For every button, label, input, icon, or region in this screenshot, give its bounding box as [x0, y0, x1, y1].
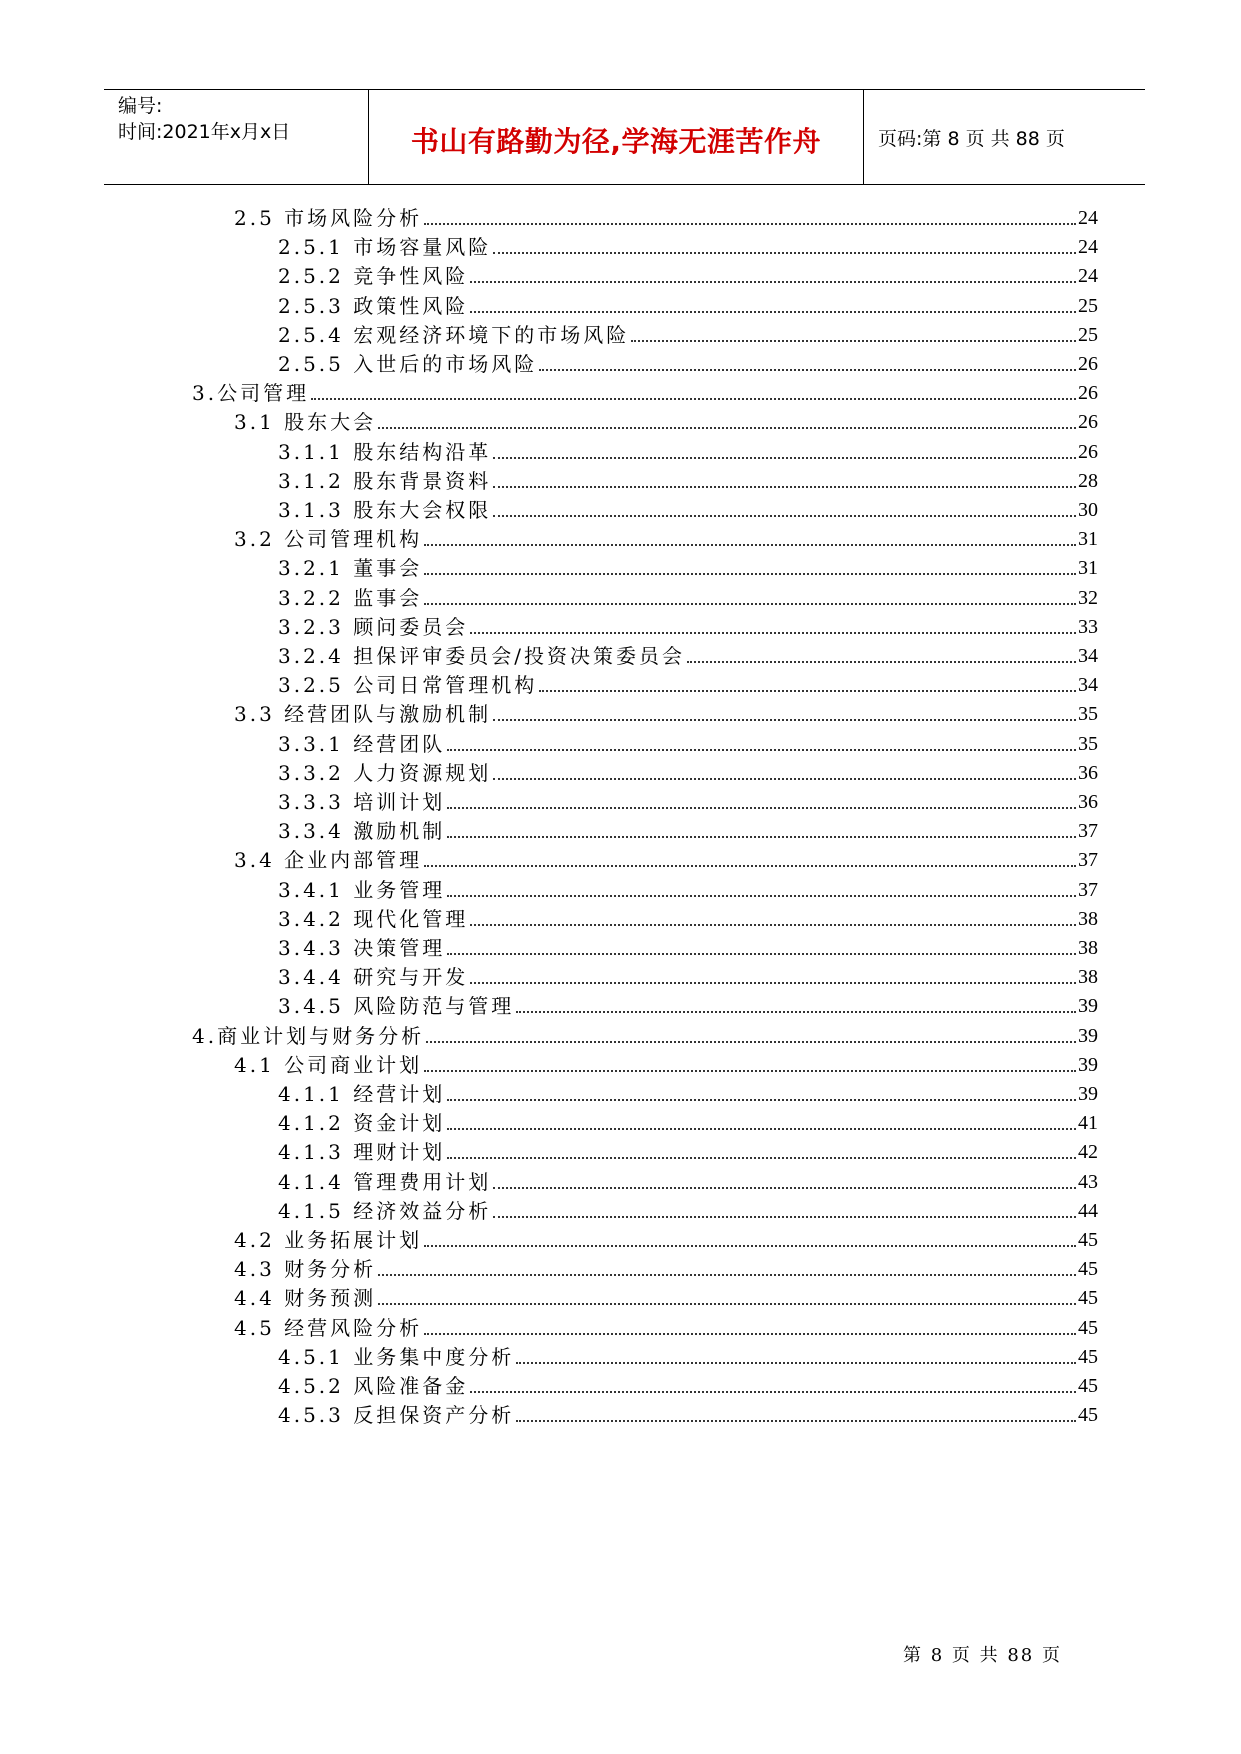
toc-entry-page: 25 [1078, 294, 1098, 317]
toc-entry[interactable] [234, 694, 1098, 726]
toc-entry-page: 42 [1078, 1141, 1098, 1164]
toc-dot-leader [470, 982, 1076, 984]
toc-dot-leader [493, 486, 1076, 488]
toc-entry-title: 4.1.5 经济效益分析 [278, 1198, 492, 1223]
toc-entry-title: 3.2.5 公司日常管理机构 [278, 673, 538, 698]
toc-entry[interactable] [192, 373, 1098, 405]
toc-dot-leader [516, 1420, 1076, 1422]
toc-entry[interactable] [278, 1366, 1098, 1398]
toc-entry[interactable] [278, 256, 1098, 288]
toc-entry-title: 3.1 股东大会 [234, 410, 377, 435]
header-motto: 书山有路勤为径,学海无涯苦作舟 [410, 125, 822, 158]
toc-dot-leader [424, 1245, 1076, 1247]
toc-dot-leader [424, 865, 1076, 867]
toc-entry[interactable] [278, 548, 1098, 580]
toc-entry-title: 2.5.3 政策性风险 [278, 293, 469, 318]
toc-dot-leader [687, 661, 1076, 663]
toc-entry-title: 2.5.5 入世后的市场风险 [278, 352, 538, 376]
toc-entry[interactable] [278, 1191, 1098, 1223]
toc-entry-title: 3.2.2 监事会 [278, 585, 423, 610]
toc-dot-leader [378, 1303, 1076, 1305]
toc-entry-title: 3.3.4 激励机制 [278, 819, 446, 844]
toc-entry-title: 3.3.2 人力资源规划 [278, 760, 492, 785]
toc-entry[interactable] [192, 1016, 1098, 1048]
toc-entry-title: 4.1.4 管理费用计划 [278, 1169, 492, 1194]
toc-entry-title: 3.2.1 董事会 [278, 556, 423, 581]
toc-entry-page: 38 [1078, 907, 1098, 930]
toc-entry[interactable] [234, 840, 1098, 872]
toc-entry-page: 38 [1078, 966, 1098, 989]
toc-entry-page: 37 [1078, 878, 1098, 901]
toc-dot-leader [447, 1157, 1076, 1159]
toc-entry[interactable] [234, 519, 1098, 551]
toc-dot-leader [424, 1333, 1076, 1335]
toc-entry[interactable] [278, 665, 1098, 697]
toc-entry[interactable] [278, 1162, 1098, 1194]
toc-entry-page: 45 [1078, 1229, 1098, 1251]
toc-entry-page: 45 [1078, 1404, 1098, 1427]
toc-entry-title: 4.5.3 反担保资产分析 [278, 1403, 515, 1428]
toc-dot-leader [378, 1274, 1076, 1276]
toc-entry[interactable] [234, 402, 1098, 434]
toc-dot-leader [516, 1362, 1076, 1364]
toc-entry[interactable] [278, 811, 1098, 843]
toc-entry-page: 39 [1078, 1024, 1098, 1047]
toc-entry[interactable] [278, 753, 1098, 785]
toc-dot-leader [424, 573, 1076, 575]
toc-entry-title: 3.4.5 风险防范与管理 [278, 994, 515, 1019]
header-motto-cell [369, 90, 864, 184]
toc-entry-title: 2.5.1 市场容量风险 [278, 235, 492, 260]
toc-entry-page: 32 [1078, 586, 1098, 609]
toc-dot-leader [470, 632, 1076, 634]
toc-entry[interactable] [278, 928, 1098, 960]
toc-entry-title: 3.3 经营团队与激励机制 [234, 702, 492, 727]
toc-entry[interactable] [234, 1220, 1098, 1252]
toc-entry[interactable] [278, 782, 1098, 814]
toc-entry[interactable] [278, 636, 1098, 668]
toc-entry-title: 2.5.2 竞争性风险 [278, 264, 469, 289]
toc-entry-title: 4.1.3 理财计划 [278, 1140, 446, 1165]
document-header [104, 89, 1145, 185]
toc-entry[interactable] [234, 198, 1098, 230]
toc-entry-page: 37 [1078, 849, 1098, 872]
toc-entry-page: 43 [1078, 1170, 1098, 1193]
toc-dot-leader [447, 1099, 1076, 1101]
toc-entry-title: 3.4.2 现代化管理 [278, 906, 469, 931]
toc-entry[interactable] [278, 724, 1098, 756]
toc-dot-leader [493, 1216, 1076, 1218]
toc-dot-leader [447, 836, 1076, 838]
toc-dot-leader [426, 1041, 1076, 1043]
header-meta-cell [104, 90, 369, 184]
toc-entry[interactable] [234, 1045, 1098, 1077]
toc-entry[interactable] [278, 1074, 1098, 1106]
toc-entry-title: 3.1.3 股东大会权限 [278, 498, 492, 522]
toc-entry-title: 2.5 市场风险分析 [234, 206, 423, 230]
toc-entry-page: 31 [1078, 528, 1098, 551]
toc-entry[interactable] [234, 1278, 1098, 1310]
toc-entry-page: 24 [1078, 207, 1098, 229]
toc-entry[interactable] [278, 1337, 1098, 1369]
toc-entry-page: 44 [1078, 1199, 1098, 1222]
toc-entry-page: 38 [1078, 937, 1098, 959]
toc-dot-leader [493, 515, 1076, 517]
toc-entry-title: 4.4 财务预测 [234, 1286, 377, 1311]
toc-entry-page: 35 [1078, 732, 1098, 755]
toc-dot-leader [493, 1187, 1076, 1189]
toc-entry-page: 39 [1078, 1053, 1098, 1076]
toc-entry-page: 45 [1078, 1287, 1098, 1310]
toc-dot-leader [493, 252, 1076, 254]
toc-dot-leader [424, 603, 1076, 605]
toc-dot-leader [311, 398, 1076, 400]
toc-dot-leader [470, 924, 1076, 926]
toc-entry[interactable] [278, 1132, 1098, 1164]
toc-entry-page: 30 [1078, 499, 1098, 521]
toc-entry-title: 3.4.3 决策管理 [278, 936, 446, 960]
toc-dot-leader [470, 281, 1076, 283]
toc-entry-page: 45 [1078, 1375, 1098, 1397]
toc-entry-title: 3.3.3 培训计划 [278, 790, 446, 814]
toc-dot-leader [447, 1128, 1076, 1130]
toc-entry-title: 3.3.1 经营团队 [278, 731, 446, 756]
toc-entry-title: 4.3 财务分析 [234, 1257, 377, 1282]
toc-entry-page: 26 [1078, 382, 1098, 405]
toc-entry-page: 41 [1078, 1112, 1098, 1135]
toc-entry[interactable] [278, 315, 1098, 347]
toc-entry-title: 4.5.2 风险准备金 [278, 1374, 469, 1398]
toc-entry[interactable] [278, 986, 1098, 1018]
toc-entry-title: 3.4 企业内部管理 [234, 848, 423, 873]
toc-entry-title: 3.1.1 股东结构沿革 [278, 439, 492, 464]
toc-entry-title: 4.2 业务拓展计划 [234, 1228, 423, 1252]
toc-entry-page: 34 [1078, 674, 1098, 697]
toc-dot-leader [539, 690, 1076, 692]
toc-entry[interactable] [278, 461, 1098, 493]
toc-dot-leader [493, 719, 1076, 721]
header-page-info: 页码:第 8 页 共 88 页 [878, 128, 1065, 150]
toc-entry-page: 24 [1078, 265, 1098, 288]
toc-entry-title: 3.4.1 业务管理 [278, 877, 446, 902]
toc-entry-title: 4.商业计划与财务分析 [192, 1023, 425, 1048]
toc-entry-page: 28 [1078, 469, 1098, 492]
toc-entry[interactable] [278, 1395, 1098, 1427]
toc-dot-leader [493, 457, 1076, 459]
toc-entry-page: 36 [1078, 791, 1098, 813]
toc-entry[interactable] [278, 957, 1098, 989]
toc-entry-page: 34 [1078, 645, 1098, 667]
toc-entry-title: 4.1.2 资金计划 [278, 1111, 446, 1136]
toc-entry[interactable] [278, 1103, 1098, 1135]
toc-entry-title: 3.4.4 研究与开发 [278, 965, 469, 990]
footer-page-number: 第 8 页 共 88 页 [903, 1645, 1062, 1666]
toc-dot-leader [424, 1070, 1076, 1072]
document-number-label: 编号: [118, 95, 163, 117]
toc-dot-leader [470, 311, 1076, 313]
toc-entry-page: 25 [1078, 323, 1098, 346]
toc-entry[interactable] [278, 899, 1098, 931]
toc-entry[interactable] [278, 344, 1098, 376]
toc-entry-title: 4.1 公司商业计划 [234, 1052, 423, 1077]
toc-entry[interactable] [234, 1249, 1098, 1281]
toc-entry-page: 33 [1078, 615, 1098, 638]
toc-dot-leader [378, 427, 1076, 429]
toc-entry-title: 4.1.1 经营计划 [278, 1082, 446, 1106]
toc-entry-page: 35 [1078, 703, 1098, 726]
toc-entry[interactable] [278, 286, 1098, 318]
toc-entry-title: 4.5.1 业务集中度分析 [278, 1344, 515, 1369]
toc-dot-leader [493, 778, 1076, 780]
toc-entry-page: 37 [1078, 820, 1098, 843]
toc-entry-title: 2.5.4 宏观经济环境下的市场风险 [278, 322, 630, 347]
toc-entry-page: 45 [1078, 1258, 1098, 1281]
toc-entry-page: 26 [1078, 411, 1098, 434]
toc-dot-leader [470, 1391, 1076, 1393]
toc-entry[interactable] [234, 1308, 1098, 1340]
toc-dot-leader [447, 953, 1076, 955]
header-page-cell [864, 90, 1145, 184]
toc-entry-page: 45 [1078, 1316, 1098, 1339]
toc-entry-title: 4.5 经营风险分析 [234, 1315, 423, 1340]
toc-entry-title: 3.2 公司管理机构 [234, 527, 423, 552]
toc-entry[interactable] [278, 607, 1098, 639]
toc-entry[interactable] [278, 490, 1098, 522]
toc-entry-page: 36 [1078, 761, 1098, 784]
toc-entry-title: 3.2.3 顾问委员会 [278, 614, 469, 639]
toc-entry-title: 3.公司管理 [192, 381, 310, 406]
toc-entry[interactable] [278, 578, 1098, 610]
toc-entry-page: 45 [1078, 1345, 1098, 1368]
toc-dot-leader [447, 749, 1076, 751]
toc-entry[interactable] [278, 227, 1098, 259]
toc-dot-leader [447, 807, 1076, 809]
toc-entry-title: 3.2.4 担保评审委员会/投资决策委员会 [278, 644, 685, 668]
toc-entry-page: 39 [1078, 995, 1098, 1018]
toc-entry-page: 24 [1078, 236, 1098, 259]
toc-dot-leader [631, 340, 1076, 342]
document-date-label: 时间:2021年x月x日 [118, 121, 291, 143]
toc-entry-page: 39 [1078, 1083, 1098, 1105]
toc-entry-page: 26 [1078, 440, 1098, 463]
toc-entry-page: 26 [1078, 353, 1098, 375]
toc-entry[interactable] [278, 432, 1098, 464]
toc-dot-leader [447, 895, 1076, 897]
toc-entry-title: 3.1.2 股东背景资料 [278, 468, 492, 493]
toc-dot-leader [539, 369, 1076, 371]
toc-dot-leader [424, 223, 1076, 225]
toc-dot-leader [424, 544, 1076, 546]
toc-dot-leader [516, 1011, 1076, 1013]
toc-entry[interactable] [278, 870, 1098, 902]
toc-entry-page: 31 [1078, 557, 1098, 580]
